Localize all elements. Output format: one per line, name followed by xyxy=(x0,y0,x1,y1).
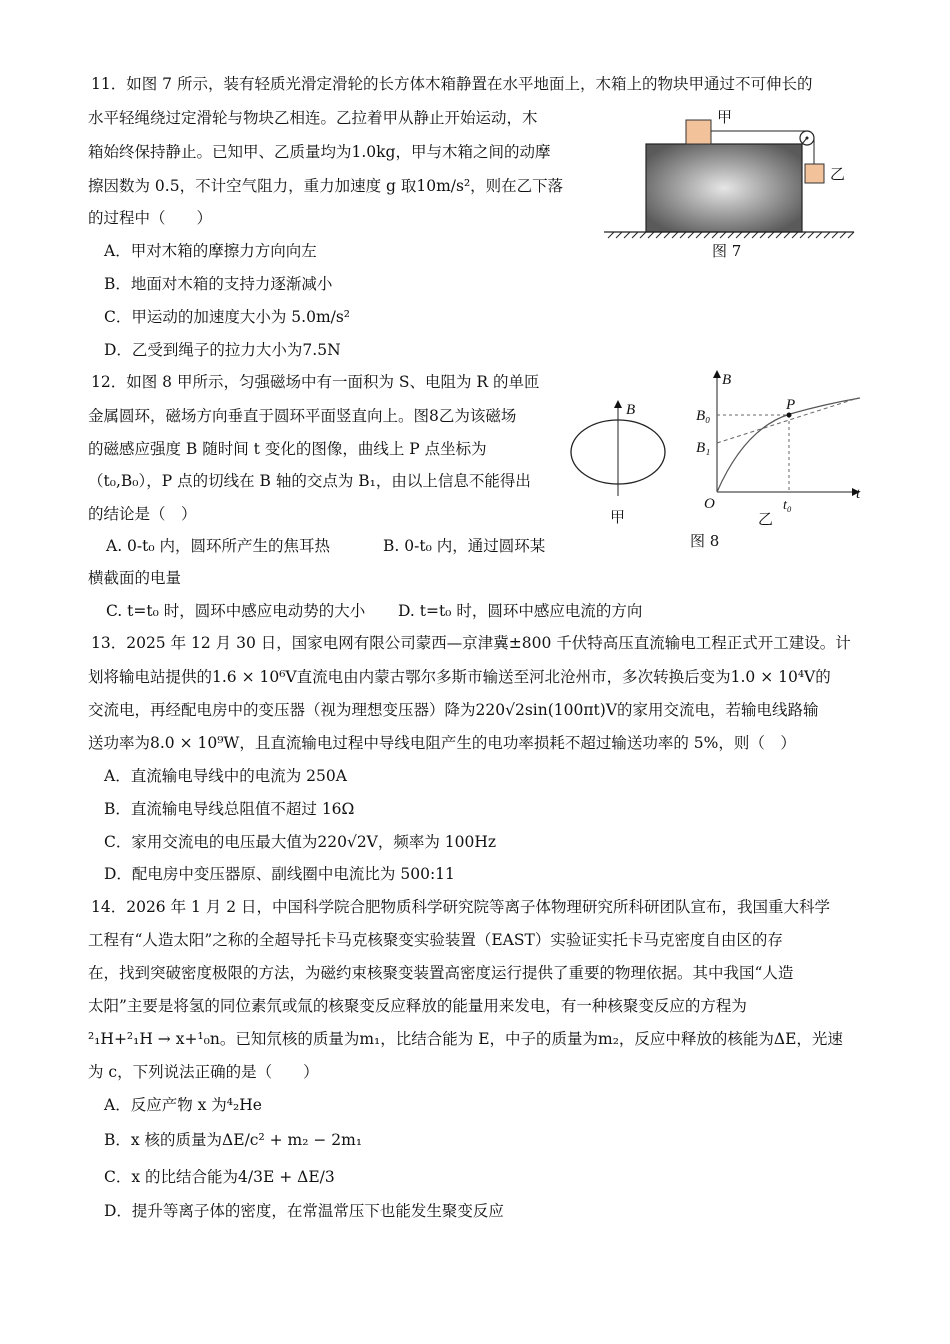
q11-option-b: B．地面对木箱的支持力逐渐减小 xyxy=(104,275,333,293)
yi-label: 乙 xyxy=(758,512,774,528)
q11-line-2: 水平轻绳绕过定滑轮与物块乙相连。乙拉着甲从静止开始运动，木 xyxy=(88,109,538,127)
q13-option-d: D．配电房中变压器原、副线圈中电流比为 500:11 xyxy=(104,865,455,883)
q11-option-c: C．甲运动的加速度大小为 5.0m/s² xyxy=(104,308,351,326)
q14-option-c: C．x 的比结合能为4/3E + ΔE/3 xyxy=(104,1168,335,1186)
block-jia xyxy=(686,120,711,144)
p-label: P xyxy=(786,397,796,413)
q12-option-c: C. t=t₀ 时，圆环中感应电动势的大小 xyxy=(106,602,366,620)
axis-b-label: B xyxy=(722,372,732,388)
block-yi xyxy=(805,164,824,183)
figure-8-yi xyxy=(690,368,870,528)
q12-line-2: 金属圆环，磁场方向垂直于圆环平面竖直向上。图8乙为该磁场 xyxy=(88,407,517,425)
q11-line-4: 擦因数为 0.5，不计空气阻力，重力加速度 g 取10m/s²，则在乙下落 xyxy=(88,177,564,195)
q13-option-a: A．直流输电导线中的电流为 250A xyxy=(104,767,347,785)
q13-line-2: 划将输电站提供的1.6 × 10⁶V直流电由内蒙古鄂尔多斯市输送至河北沧州市，多次转换后变为1.0 × 10⁴V的 xyxy=(88,668,831,686)
origin-label: O xyxy=(704,496,715,512)
q14-line-3: 在，找到突破密度极限的方法，为磁约束核聚变装置高密度运行提供了重要的物理依据。其中我国“人造 xyxy=(88,964,794,982)
figure-8-jia xyxy=(560,390,680,530)
ring-b-label: B xyxy=(626,402,636,418)
q14-line-6: 为 c，下列说法正确的是（ ） xyxy=(88,1063,319,1081)
axis-t-label: t xyxy=(856,486,861,502)
q14-line-5: ²₁H+²₁H → x+¹₀n。已知氘核的质量为m₁，比结合能为 E，中子的质量为m₂，反应中释放的核能为ΔE，光速 xyxy=(88,1030,843,1048)
jia-label: 甲 xyxy=(610,510,626,526)
q12-option-d: D. t=t₀ 时，圆环中感应电流的方向 xyxy=(398,602,643,620)
q11-option-d: D．乙受到绳子的拉力大小为7.5N xyxy=(104,341,341,359)
q13-line-3: 交流电，再经配电房中的变压器（视为理想变压器）降为220√2sin(100πt)V的家用交流电，若输电线路输 xyxy=(88,701,819,719)
ground-hatch xyxy=(608,232,854,238)
q11-line-5: 的过程中（ ） xyxy=(88,209,213,227)
q12-line-5: 的结论是（ ） xyxy=(88,505,197,523)
q12-line-4: （t₀,B₀），P 点的切线在 B 轴的交点为 B₁，由以上信息不能得出 xyxy=(88,472,531,490)
label-jia: 甲 xyxy=(717,110,733,126)
q11-line-1: 11．如图 7 所示，装有轻质光滑定滑轮的长方体木箱静置在水平地面上，木箱上的物块甲通过不可伸长的 xyxy=(91,75,813,93)
q13-option-c: C．家用交流电的电压最大值为220√2V，频率为 100Hz xyxy=(104,833,497,851)
q14-line-1: 14．2026 年 1 月 2 日，中国科学院合肥物质科学研究院等离子体物理研究所科研团队宣布，我国重大科学 xyxy=(91,898,831,916)
figure-8-caption: 图 8 xyxy=(690,532,720,550)
q11-option-a: A．甲对木箱的摩擦力方向向左 xyxy=(104,242,317,260)
figure-7 xyxy=(600,100,860,240)
q12-line-1: 12．如图 8 甲所示，匀强磁场中有一面积为 S、电阻为 R 的单匝 xyxy=(91,373,540,391)
q14-line-4: 太阳”主要是将氢的同位素氘或氚的核聚变反应释放的能量用来发电，有一种核聚变反应的方程为 xyxy=(88,997,747,1015)
b0-label: B₀ xyxy=(696,408,711,424)
q13-line-4: 送功率为8.0 × 10⁹W，且直流输电过程中导线电阻产生的电功率损耗不超过输送功率的 5%，则（ ） xyxy=(88,734,796,752)
point-p xyxy=(787,413,792,418)
q13-line-1: 13．2025 年 12 月 30 日，国家电网有限公司蒙西—京津冀±800 千伏特高压直流输电工程正式开工建设。计 xyxy=(91,634,851,652)
q12-option-a: A. 0-t₀ 内，圆环所产生的焦耳热 xyxy=(106,537,331,555)
q12-line-3: 的磁感应强度 B 随时间 t 变化的图像，曲线上 P 点坐标为 xyxy=(88,440,487,458)
q14-option-b: B．x 核的质量为ΔE/c² + m₂ − 2m₁ xyxy=(104,1131,363,1149)
q14-line-2: 工程有“人造太阳”之称的全超导托卡马克核聚变实验装置（EAST）实验证实托卡马克密度自由区的存 xyxy=(88,931,783,949)
q12-option-b-cont: 横截面的电量 xyxy=(88,569,182,587)
wooden-box xyxy=(646,144,802,232)
q12-option-b: B. 0-t₀ 内，通过圆环某 xyxy=(383,537,546,555)
b1-label: B₁ xyxy=(696,440,711,456)
q14-option-d: D．提升等离子体的密度，在常温常压下也能发生聚变反应 xyxy=(104,1202,504,1220)
q13-option-b: B．直流输电导线总阻值不超过 16Ω xyxy=(104,800,355,818)
label-yi: 乙 xyxy=(830,167,846,183)
q14-option-a: A．反应产物 x 为⁴₂He xyxy=(104,1096,262,1114)
figure-7-caption: 图 7 xyxy=(712,242,742,260)
t0-label: t₀ xyxy=(783,498,792,513)
q11-line-3: 箱始终保持静止。已知甲、乙质量均为1.0kg，甲与木箱之间的动摩 xyxy=(88,143,551,161)
